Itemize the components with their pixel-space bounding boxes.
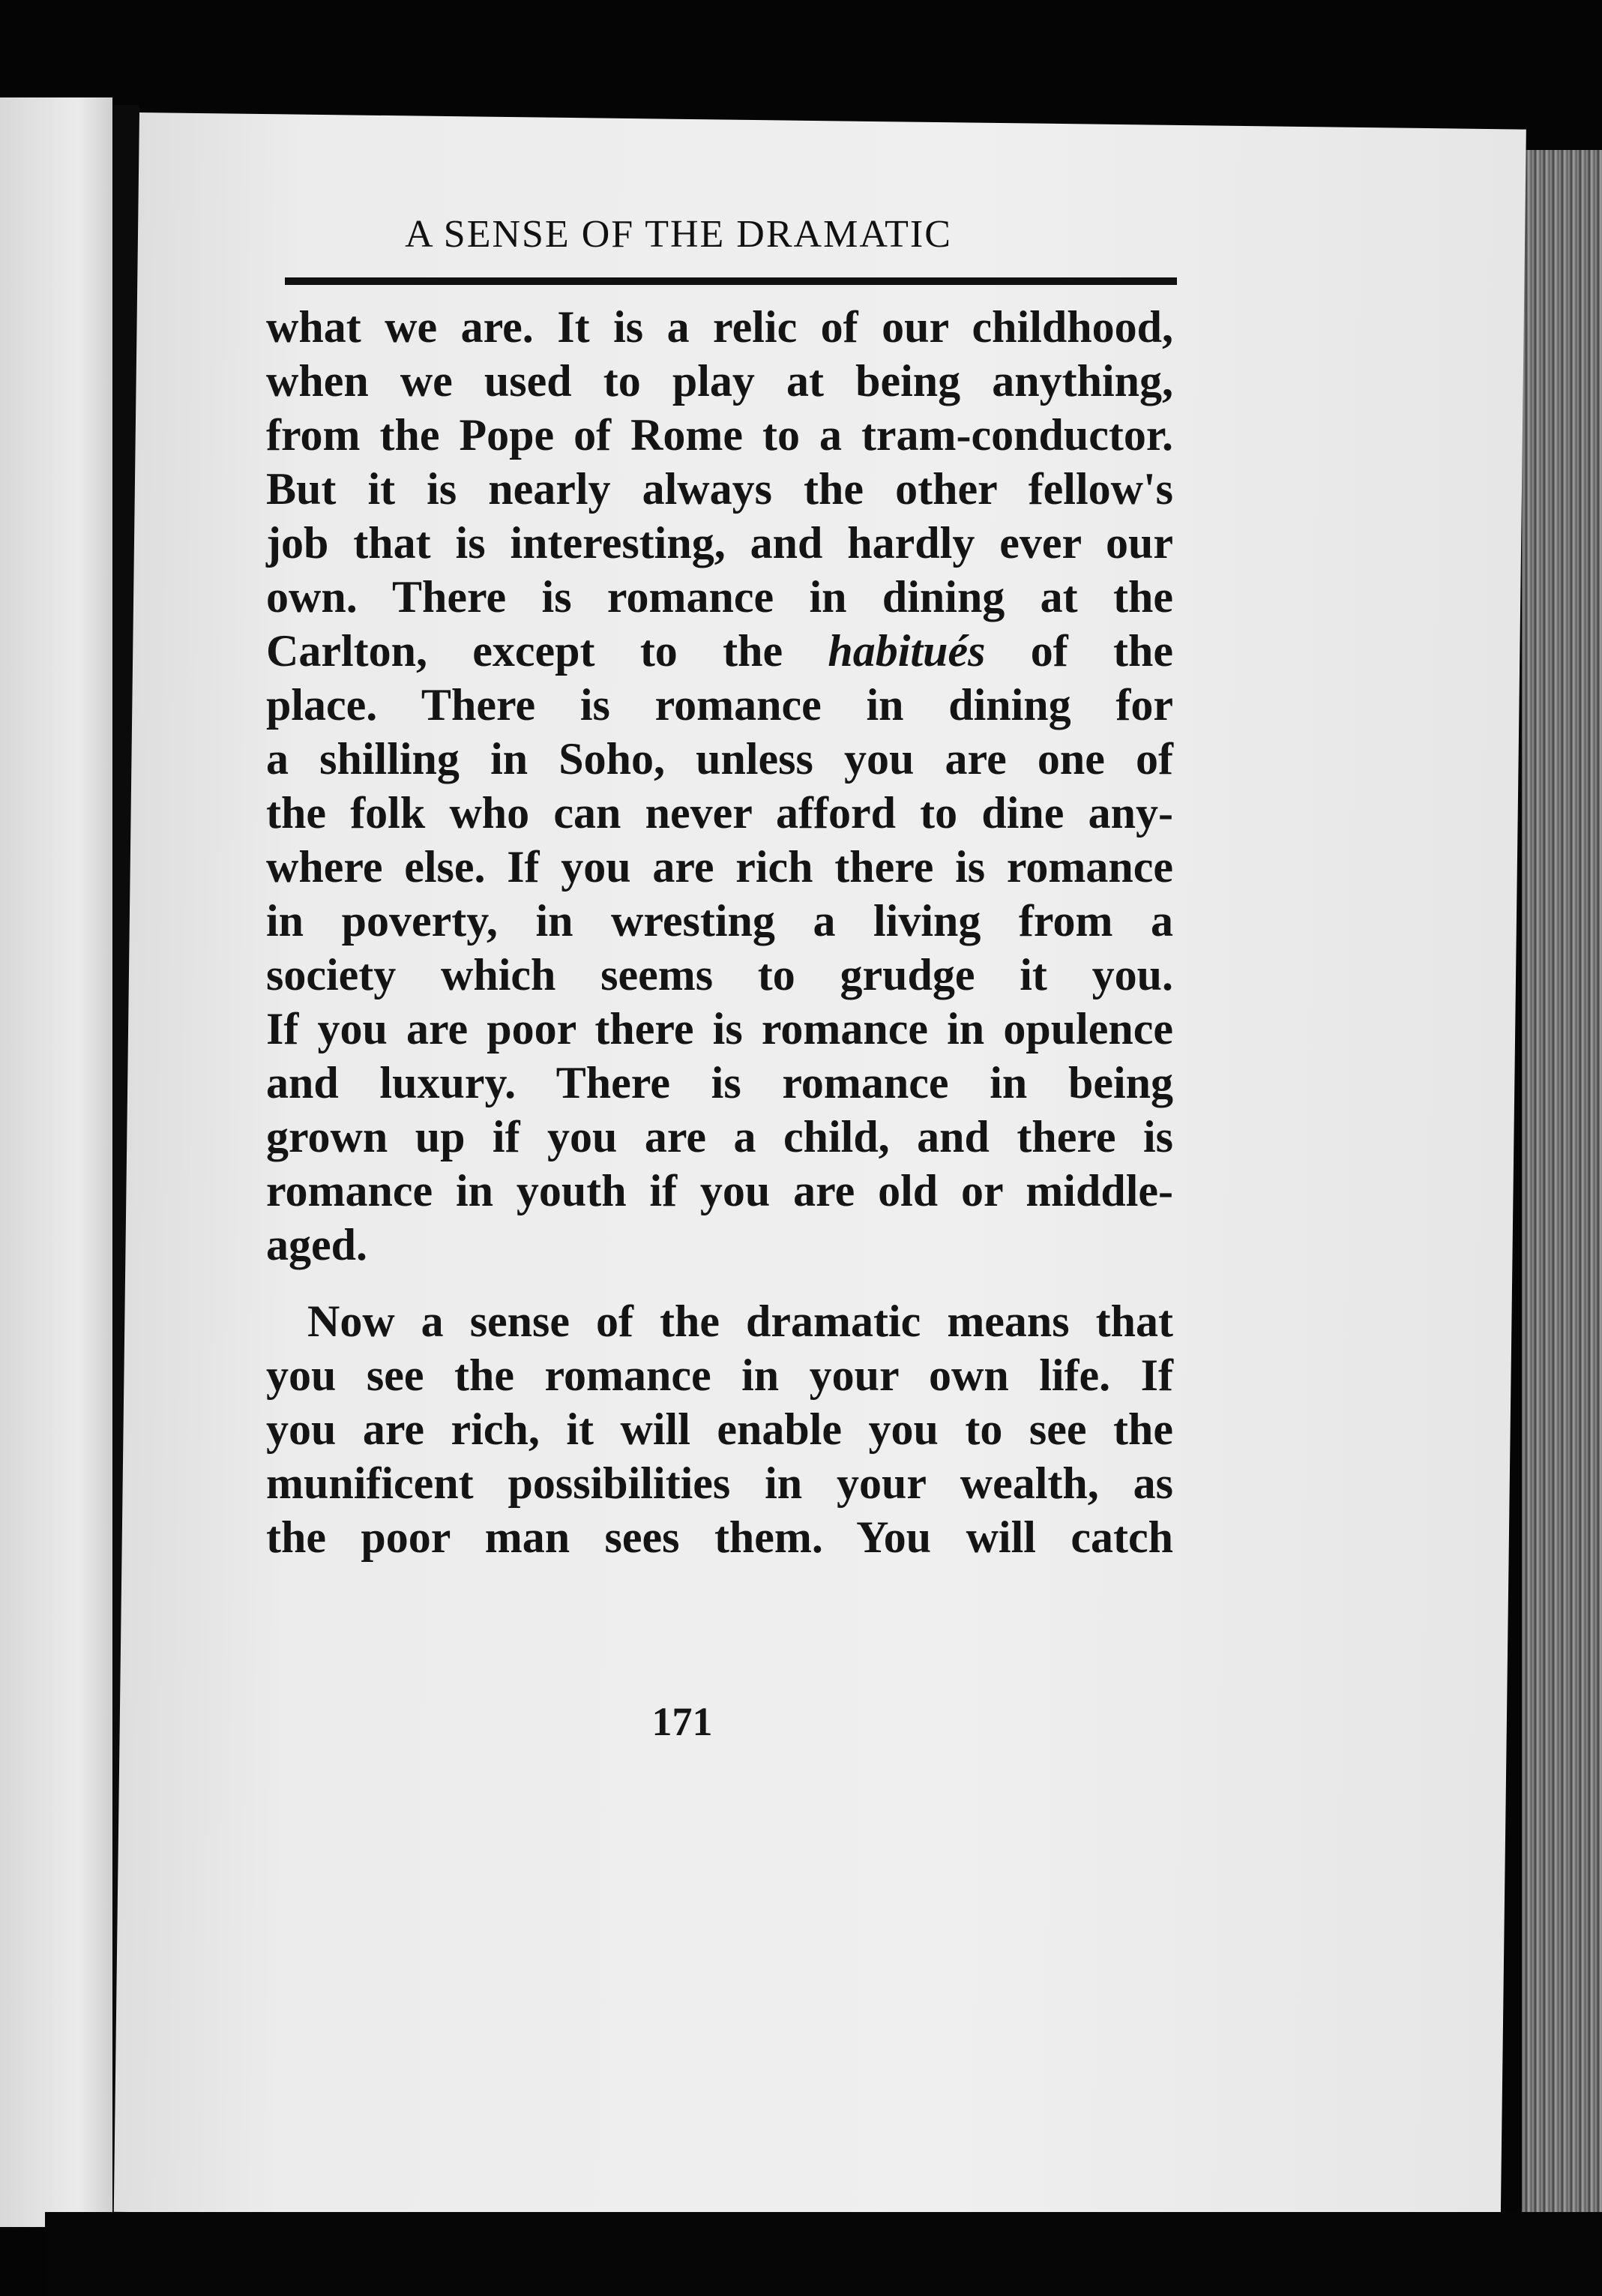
text-line: from the Pope of Rome to a tram-conductor. <box>266 410 1173 460</box>
text-line: romance in youth if you are old or middle- <box>266 1166 1173 1215</box>
header-rule <box>285 277 1177 285</box>
text-line: you are rich, it will enable you to see the <box>266 1404 1173 1454</box>
page-number: 171 <box>651 1699 713 1744</box>
text-line: place. There is romance in dining for <box>266 680 1173 730</box>
text-line: the folk who can never afford to dine any- <box>266 788 1173 838</box>
text-line: a shilling in Soho, unless you are one of <box>266 734 1173 784</box>
text-line: munificent possibilities in your wealth, as <box>266 1458 1173 1508</box>
text-line: Now a sense of the dramatic means that <box>307 1296 1173 1346</box>
italic-word: habitués <box>828 626 986 676</box>
text-line: when we used to play at being anything, <box>266 356 1173 406</box>
text-line: and luxury. There is romance in being <box>266 1058 1173 1108</box>
text-line: what we are. It is a relic of our childhood, <box>266 302 1173 352</box>
text-line: own. There is romance in dining at the <box>266 572 1173 622</box>
body-text <box>266 300 1173 1564</box>
text-line <box>266 624 1173 678</box>
text-line: aged. <box>266 1220 367 1269</box>
paragraph-break <box>266 1272 1173 1294</box>
text-line: grown up if you are a child, and there is <box>266 1112 1173 1161</box>
text-line: job that is interesting, and hardly ever our <box>266 518 1173 568</box>
page-edges <box>1522 150 1602 2220</box>
text-line: you see the romance in your own life. If <box>266 1350 1173 1400</box>
facing-page-margin <box>0 97 112 2227</box>
bottom-shadow <box>45 2212 1602 2296</box>
text-line: But it is nearly always the other fellow's <box>266 464 1173 514</box>
text-segment: of the <box>1030 626 1173 676</box>
text-line: where else. If you are rich there is romance <box>266 842 1173 892</box>
text-line: society which seems to grudge it you. <box>266 950 1173 1000</box>
running-head: A SENSE OF THE DRAMATIC <box>405 213 952 256</box>
text-line: the poor man sees them. You will catch <box>266 1512 1173 1562</box>
text-line: in poverty, in wresting a living from a <box>266 896 1173 946</box>
text-line: If you are poor there is romance in opulence <box>266 1004 1173 1054</box>
text-segment: Carlton, except to the <box>266 626 783 676</box>
